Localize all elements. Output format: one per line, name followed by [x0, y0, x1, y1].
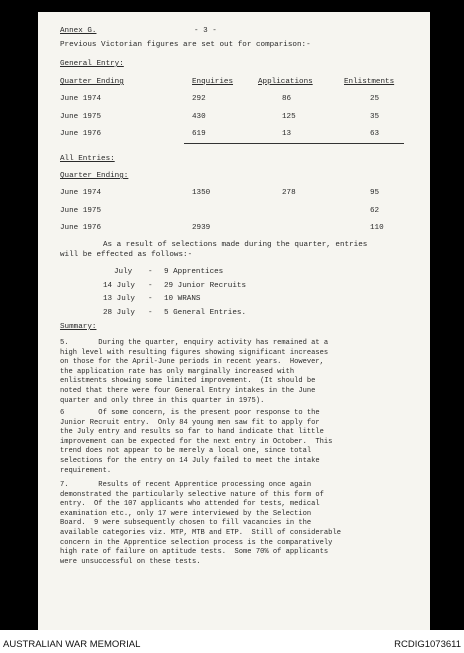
intake-text-2: 29 Junior Recruits	[164, 282, 247, 290]
all-row-1-enquiries: 1350	[192, 189, 211, 197]
footer-id: RCDIG1073611	[394, 639, 461, 650]
all-row-3-enquiries: 2939	[192, 224, 211, 232]
general-row-1-applications: 86	[282, 95, 292, 103]
general-row-1-quarter: June 1974	[60, 95, 102, 103]
selection-intro-line-1: As a result of selections made during the quarter, entries	[103, 241, 368, 249]
all-col-quarter-ending: Quarter Ending:	[60, 172, 129, 180]
intake-date-4: 28 July	[103, 309, 135, 317]
intake-dash-1: -	[148, 268, 153, 276]
all-row-1-enlistments: 95	[370, 189, 380, 197]
intake-text-1: 9 Apprentices	[164, 268, 224, 276]
general-row-2-quarter: June 1975	[60, 113, 102, 121]
general-row-3-enlistments: 63	[370, 130, 380, 138]
intake-dash-2: -	[148, 282, 153, 290]
general-entry-heading: General Entry:	[60, 60, 124, 68]
all-row-2-quarter: June 1975	[60, 207, 102, 215]
general-row-2-enquiries: 430	[192, 113, 206, 121]
general-row-3-applications: 13	[282, 130, 292, 138]
all-row-3-quarter: June 1976	[60, 224, 102, 232]
intake-text-3: 10 WRANS	[164, 295, 201, 303]
footer-source: AUSTRALIAN WAR MEMORIAL	[3, 639, 141, 650]
paragraph-5: 5. During the quarter, enquiry activity has remained at a high level with resulting figures showing significant increases on those for the April-June periods in recent years. However, the application rate has only marginally increased with enlistments showing some limited improvement. (It should be noted that there were four General Entry intakes in the June quarter and only three in this quarter in 1975).	[60, 339, 329, 405]
paragraph-6: 6 Of some concern, is the present poor response to the Junior Recruit entry. Only 84 young men saw fit to apply for the July entry and results so far to hand indicate that little improvement can be expected for the next entry in October. This trend does not appear to be merely a local one, since total selections for the entry on 14 July failed to meet the intake requirement.	[60, 409, 333, 475]
col-quarter-ending: Quarter Ending	[60, 78, 124, 86]
intake-dash-4: -	[148, 309, 153, 317]
col-applications: Applications	[258, 78, 313, 86]
col-enquiries: Enquiries	[192, 78, 234, 86]
intake-date-3: 13 July	[103, 295, 135, 303]
all-row-3-enlistments: 110	[370, 224, 384, 232]
intake-text-4: 5 General Entries.	[164, 309, 247, 317]
summary-heading: Summary:	[60, 323, 97, 331]
intake-date-1: July	[114, 268, 133, 276]
general-row-3-quarter: June 1976	[60, 130, 102, 138]
general-row-2-applications: 125	[282, 113, 296, 121]
all-row-1-quarter: June 1974	[60, 189, 102, 197]
page-number: - 3 -	[194, 27, 217, 35]
all-row-2-enlistments: 62	[370, 207, 380, 215]
intake-dash-3: -	[148, 295, 153, 303]
general-row-3-enquiries: 619	[192, 130, 206, 138]
general-row-1-enquiries: 292	[192, 95, 206, 103]
footer-bar	[0, 630, 464, 653]
paragraph-7: 7. Results of recent Apprentice processing once again demonstrated the particularly selective nature of this form of entry. Of the 107 applicants who attended for tests, medical examination etc., only 17 were interviewed by the Selection Board. 9 were subsequently chosen to fill vacancies in the available categories viz. MTP, MTB and ETP. Still of considerable concern in the Apprentice selection process is the comparatively high rate of failure on aptitude tests. Some 70% of applicants were unsuccessful on these tests.	[60, 481, 341, 566]
intake-date-2: 14 July	[103, 282, 135, 290]
general-row-2-enlistments: 35	[370, 113, 380, 121]
all-entries-heading: All Entries:	[60, 155, 115, 163]
intro-text: Previous Victorian figures are set out for comparison:-	[60, 41, 311, 49]
general-row-1-enlistments: 25	[370, 95, 380, 103]
general-total-rule	[184, 143, 404, 144]
col-enlistments: Enlistments	[344, 78, 395, 86]
selection-intro-line-2: will be effected as follows:-	[60, 251, 193, 259]
annex-label: Annex G.	[60, 27, 97, 35]
all-row-1-applications: 278	[282, 189, 296, 197]
